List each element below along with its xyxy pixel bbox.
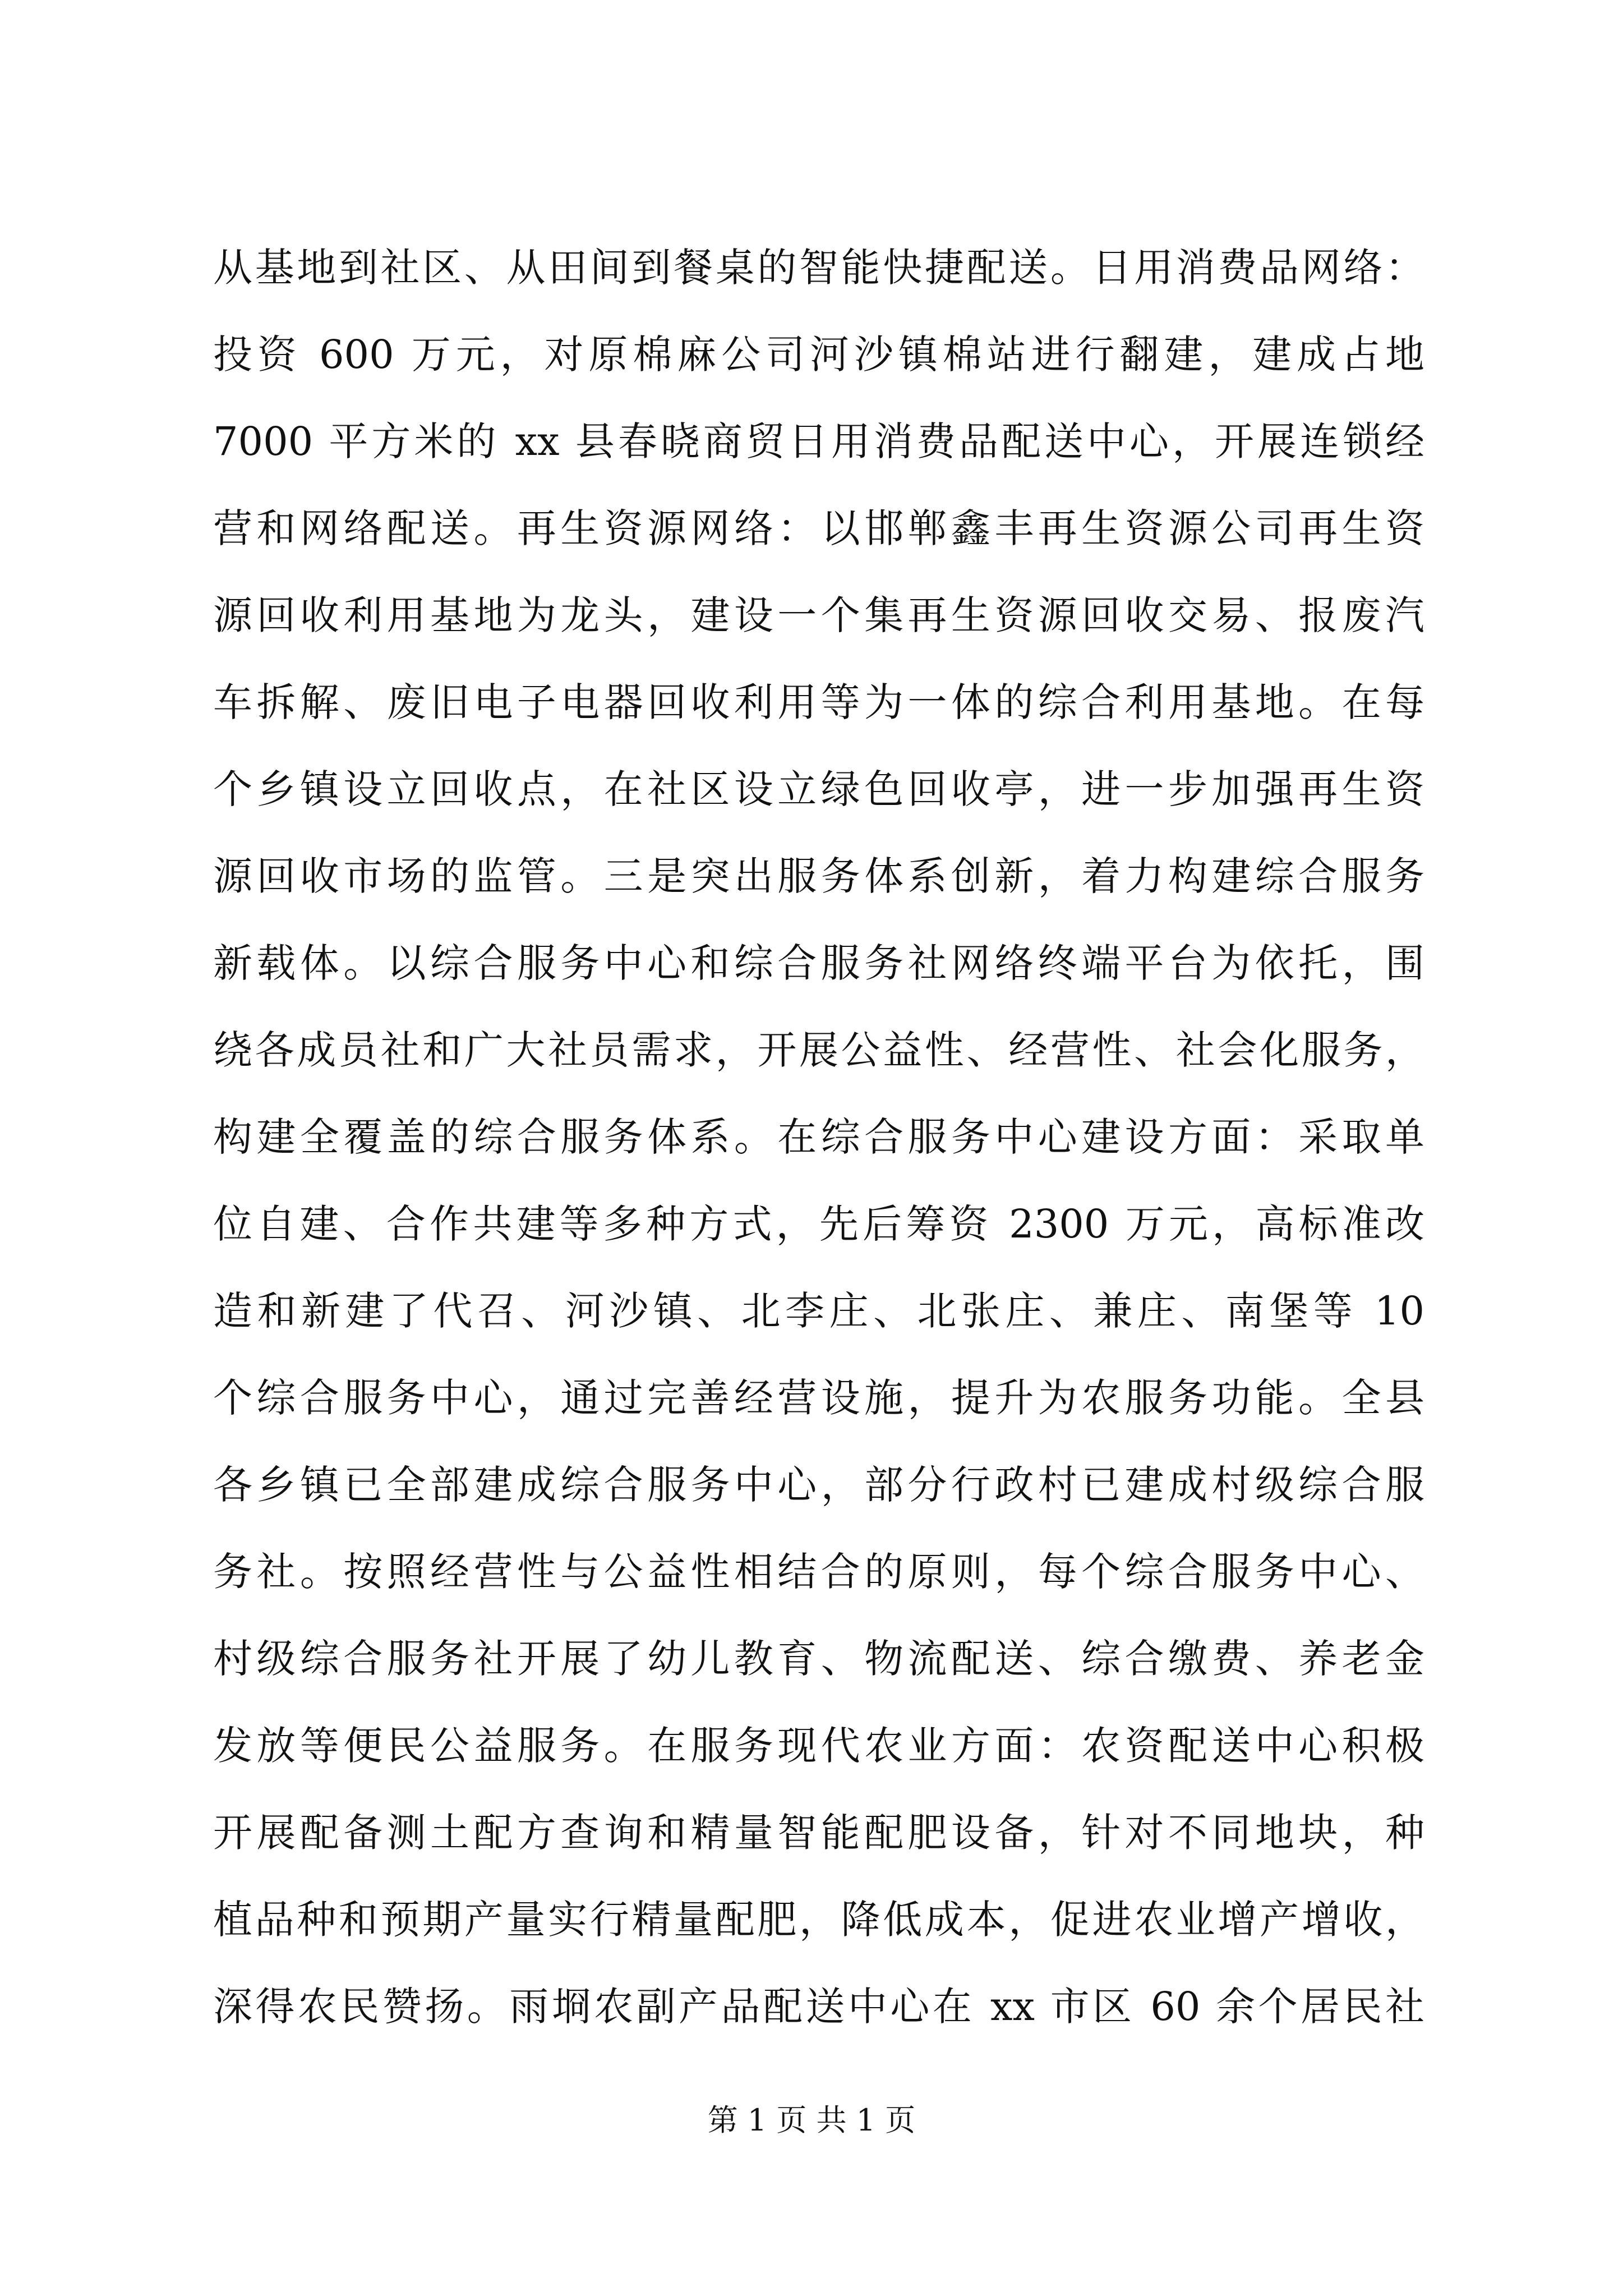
text-line: 开展配备测土配方查询和精量智能配肥设备，针对不同地块，种 xyxy=(213,1810,1424,1856)
page-footer: 第 1 页 共 1 页 xyxy=(707,2102,916,2138)
text-line: 位自建、合作共建等多种方式，先后筹资 2300 万元，高标准改 xyxy=(213,1201,1424,1247)
text-line: 个乡镇设立回收点，在社区设立绿色回收亭，进一步加强再生资 xyxy=(213,766,1424,812)
text-line: 造和新建了代召、河沙镇、北李庄、北张庄、兼庄、南堡等 10 xyxy=(213,1288,1424,1334)
text-line: 深得农民赞扬。雨埛农副产品配送中心在 xx 市区 60 余个居民社 xyxy=(213,1984,1424,2030)
text-line: 营和网络配送。再生资源网络：以邯郸鑫丰再生资源公司再生资 xyxy=(213,505,1424,551)
text-line: 各乡镇已全部建成综合服务中心，部分行政村已建成村级综合服 xyxy=(213,1462,1424,1508)
text-line: 源回收市场的监管。三是突出服务体系创新，着力构建综合服务 xyxy=(213,853,1424,899)
text-line: 从基地到社区、从田间到餐桌的智能快捷配送。日用消费品网络： xyxy=(213,245,1424,291)
text-line: 构建全覆盖的综合服务体系。在综合服务中心建设方面：采取单 xyxy=(213,1114,1424,1160)
text-line: 务社。按照经营性与公益性相结合的原则，每个综合服务中心、 xyxy=(213,1549,1424,1595)
text-line: 7000 平方米的 xx 县春晓商贸日用消费品配送中心，开展连锁经 xyxy=(213,418,1424,464)
text-line: 发放等便民公益服务。在服务现代农业方面：农资配送中心积极 xyxy=(213,1723,1424,1769)
text-line: 投资 600 万元，对原棉麻公司河沙镇棉站进行翻建，建成占地 xyxy=(213,332,1424,378)
text-line: 绕各成员社和广大社员需求，开展公益性、经营性、社会化服务， xyxy=(213,1027,1424,1073)
text-line: 个综合服务中心，通过完善经营设施，提升为农服务功能。全县 xyxy=(213,1375,1424,1421)
body-text xyxy=(213,224,1424,2050)
text-line: 村级综合服务社开展了幼儿教育、物流配送、综合缴费、养老金 xyxy=(213,1636,1424,1682)
text-line: 源回收利用基地为龙头，建设一个集再生资源回收交易、报废汽 xyxy=(213,592,1424,638)
text-line: 植品种和预期产量实行精量配肥，降低成本，促进农业增产增收， xyxy=(213,1897,1424,1943)
text-line: 车拆解、废旧电子电器回收利用等为一体的综合利用基地。在每 xyxy=(213,679,1424,725)
text-line: 新载体。以综合服务中心和综合服务社网络终端平台为依托，围 xyxy=(213,940,1424,986)
